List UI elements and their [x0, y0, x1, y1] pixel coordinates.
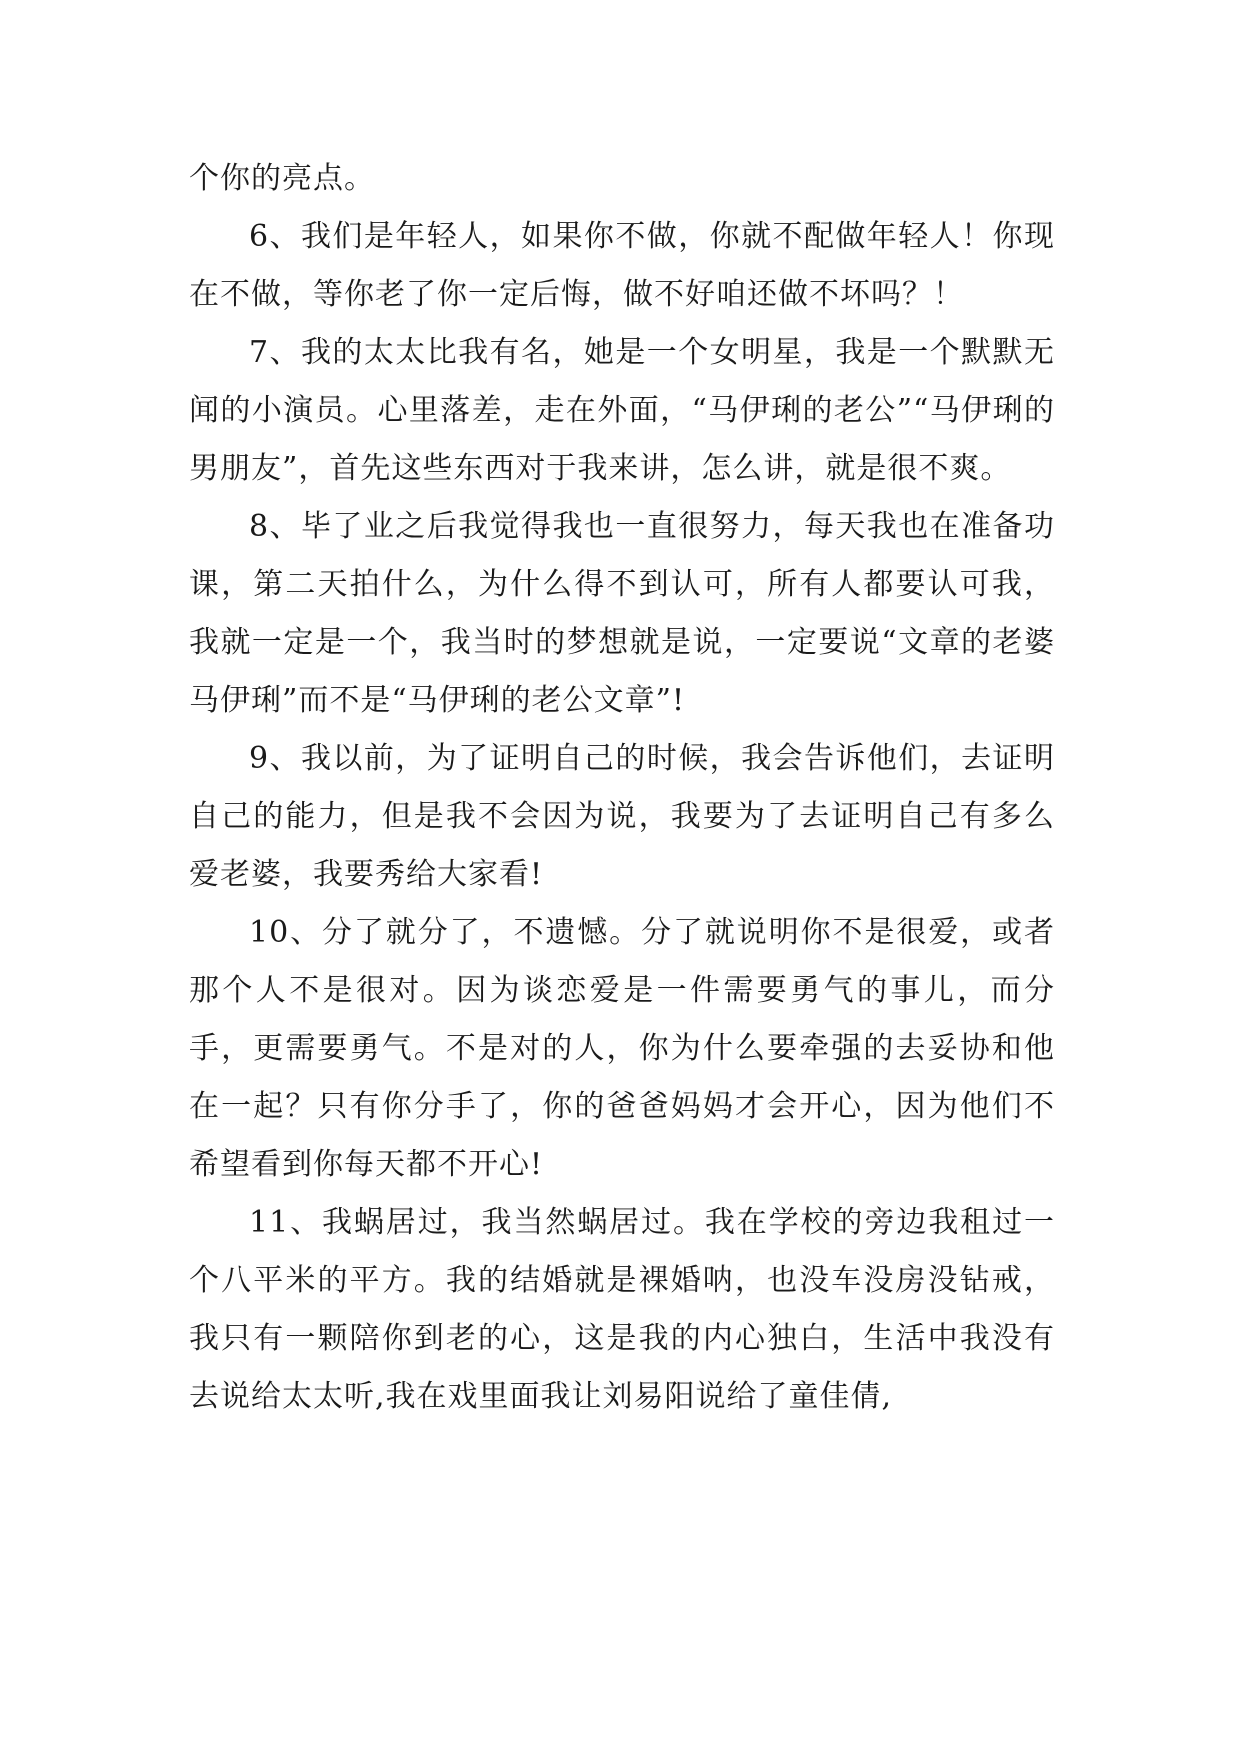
paragraph-item-10: 10、分了就分了，不遗憾。分了就说明你不是很爱，或者那个人不是很对。因为谈恋爱是一件需要勇气的事儿，而分手，更需要勇气。不是对的人，你为什么要牵强的去妥协和他在一起？只有你分手了，你的爸爸妈妈才会开心，因为他们不希望看到你每天都不开心!	[189, 915, 1055, 1182]
paragraph-item-6: 6、我们是年轻人，如果你不做，你就不配做年轻人！你现在不做，等你老了你一定后悔，做不好咱还做不坏吗？！	[189, 219, 1055, 312]
paragraph-item-8: 8、毕了业之后我觉得我也一直很努力，每天我也在准备功课，第二天拍什么，为什么得不到认可，所有人都要认可我，我就一定是一个，我当时的梦想就是说，一定要说“文章的老婆马伊琍”而不是“马伊琍的老公文章”!	[189, 509, 1055, 718]
paragraph-item-9: 9、我以前，为了证明自己的时候，我会告诉他们，去证明自己的能力，但是我不会因为说，我要为了去证明自己有多么爱老婆，我要秀给大家看!	[189, 741, 1055, 892]
paragraph-item-7: 7、我的太太比我有名，她是一个女明星，我是一个默默无闻的小演员。心里落差，走在外面，“马伊琍的老公”“马伊琍的男朋友”，首先这些东西对于我来讲，怎么讲，就是很不爽。	[189, 335, 1055, 486]
paragraph-item-11: 11、我蜗居过，我当然蜗居过。我在学校的旁边我租过一个八平米的平方。我的结婚就是裸婚呐，也没车没房没钻戒，我只有一颗陪你到老的心，这是我的内心独白，生活中我没有去说给太太听,我在戏里面我让刘易阳说给了童佳倩,	[189, 1205, 1055, 1414]
document-body	[189, 150, 1055, 1426]
paragraph-continuation: 个你的亮点。	[189, 161, 375, 196]
